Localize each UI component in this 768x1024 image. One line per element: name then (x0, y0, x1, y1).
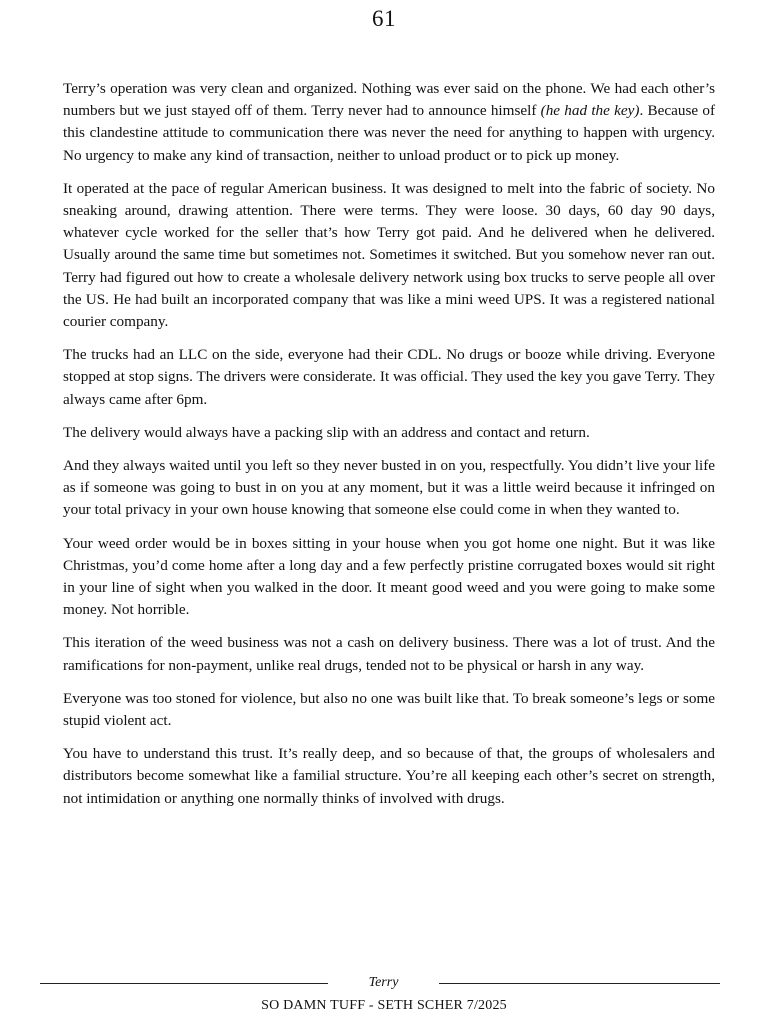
footer-chapter-name: Terry (368, 975, 399, 990)
footer-rule-left (40, 983, 328, 984)
paragraph-6: Your weed order would be in boxes sitting in your house when you got home one night. But it was like Christmas, you’d come home after a long day and a few perfectly pristine corrugated boxes would sit right in your line of sight when you walked in the door. It meant good weed and you were going to make some money. Not horrible. (63, 534, 715, 619)
paragraph-1-text-a: Terry’s operation was very clean and organized. Nothing was ever said on the phone. We had each other’s numbers but we just stayed off of them. Terry never had to announce himself (63, 80, 715, 120)
paragraph-4: The delivery would always have a packing slip with an address and contact and return. (63, 423, 590, 441)
paragraph-8: Everyone was too stoned for violence, but also no one was built like that. To break someone’s legs or some stupid violent act. (63, 689, 715, 730)
paragraph-5: And they always waited until you left so they never busted in on you, respectfully. You didn’t live your life as if someone was going to bust in on you at any moment, but it was a little weird because it infringed on your total privacy in your own house knowing that someone else could come in when they wanted to. (63, 457, 715, 519)
paragraph-1-italic-aside: (he had the key) (540, 102, 640, 120)
paragraph-3: The trucks had an LLC on the side, everyone had their CDL. No drugs or booze while driving. Everyone stopped at stop signs. The drivers were considerate. It was official. They used the key you gave Terry. They always came after 6pm. (63, 346, 715, 408)
running-footer-title: SO DAMN TUFF - SETH SCHER 7/2025 (261, 998, 507, 1013)
paragraph-9: You have to understand this trust. It’s really deep, and so because of that, the groups of wholesalers and distributors become somewhat like a familial structure. You’re all keeping each other’s secret on strength, not intimidation or anything one normally thinks of involved with drugs. (63, 745, 715, 807)
paragraph-2: It operated at the pace of regular American business. It was designed to melt into the fabric of society. No sneaking around, drawing attention. There were terms. They were loose. 30 days, 60 day 90 days, whatever cycle worked for the seller that’s how Terry got paid. And he delivered when he delivered. Usually around the same time but sometimes not. Sometimes it switched. But you somehow never ran out. Terry had figured out how to create a wholesale delivery network using box trucks to serve people all over the US. He had built an incorporated company that was like a mini weed UPS. It was a registered national courier company. (63, 179, 715, 331)
body-text (63, 78, 715, 821)
paragraph-1-text-b: . Because of this clandestine attitude to communication there was never the need for anything to happen with urgency. No urgency to make any kind of transaction, neither to unload product or to pick up money. (63, 102, 716, 164)
paragraph-7: This iteration of the weed business was not a cash on delivery business. There was a lot of trust. And the ramifications for non-payment, unlike real drugs, tended not to be physical or harsh in any way. (63, 634, 715, 674)
paragraph-1 (63, 78, 715, 167)
footer-rule-right (439, 983, 720, 984)
page-number: 61 (372, 6, 396, 31)
